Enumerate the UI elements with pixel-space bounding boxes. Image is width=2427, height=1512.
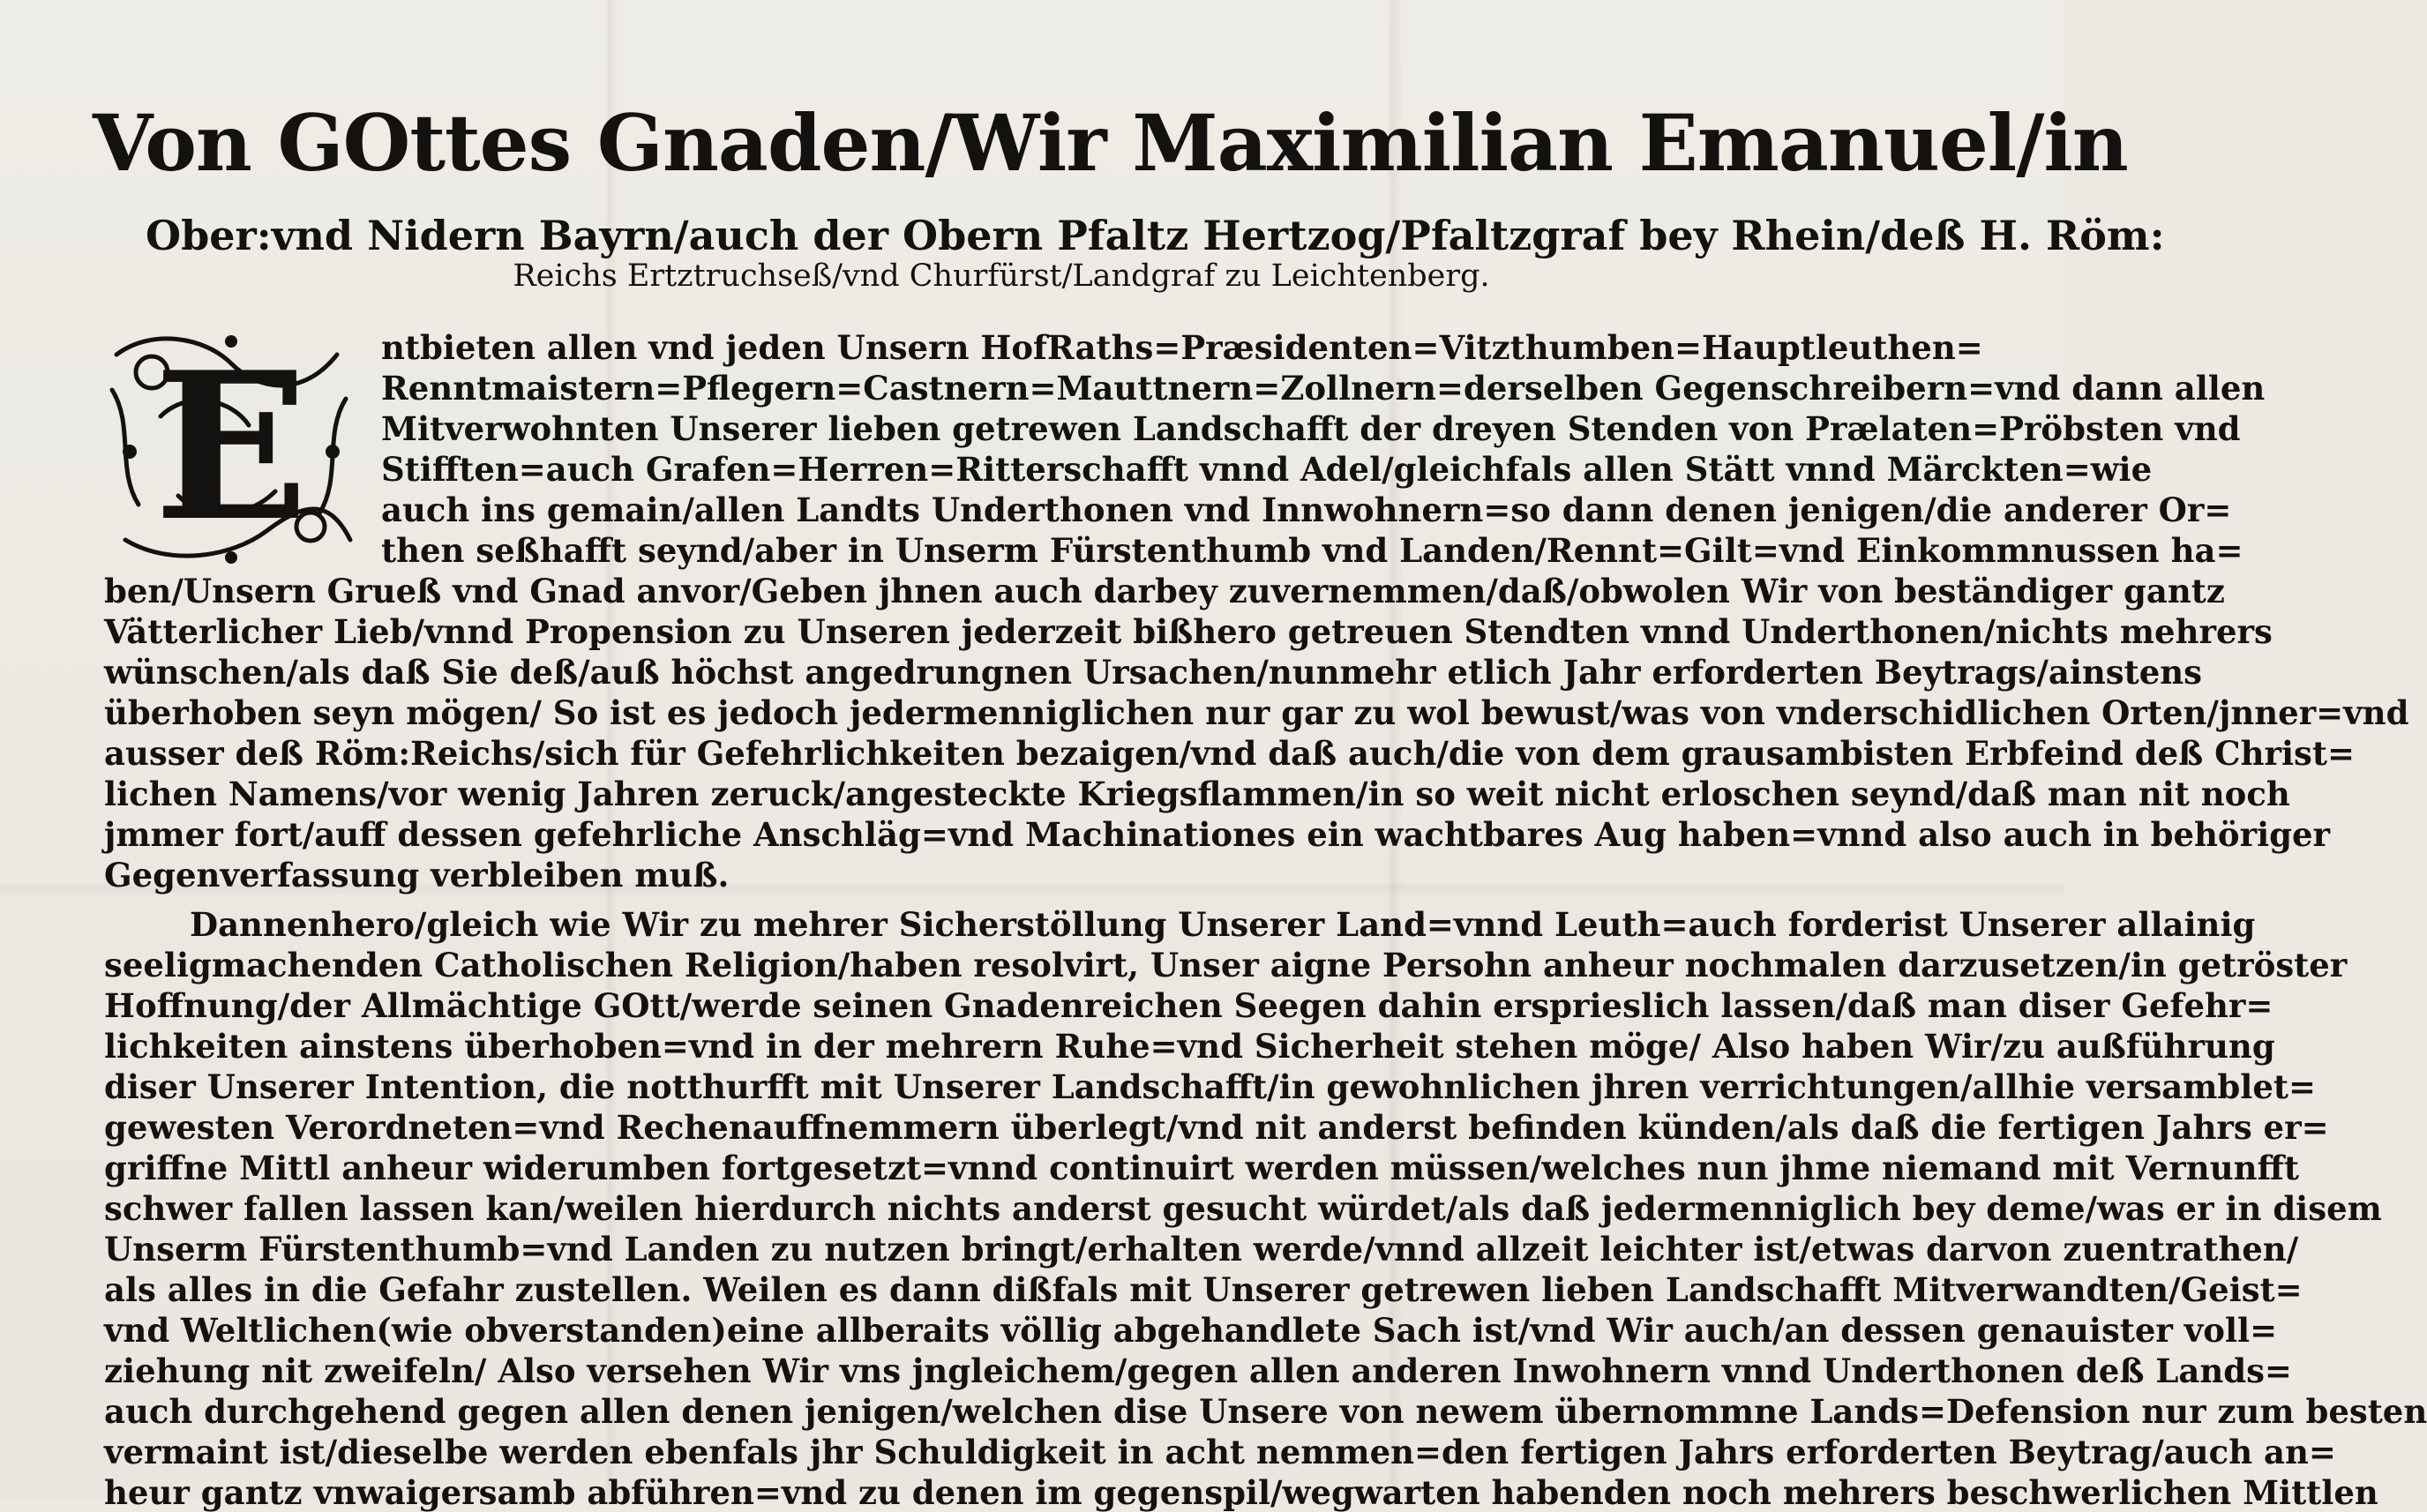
body-line-5: auch ins gemain/allen Landts Underthonen vnd Innwohnern=so dann denen jenigen/die anderer Or= [381,490,2232,529]
body-line-6: then seßhafft seynd/aber in Unserm Fürstenthumb vnd Landen/Rennt=Gilt=vnd Einkommnussen ha= [381,531,2243,570]
body-line-17: Hoffnung/der Allmächtige GOtt/werde seinen Gnadenreichen Seegen dahin ersprieslich lassen/daß man diser Gefehr= [104,986,2273,1025]
body-line-10: überhoben seyn mögen/ So ist es jedoch jedermenniglichen nur gar zu wol bewust/was von vnderschidlichen Orten/jnner=vnd [104,693,2409,732]
body-line-28: vermaint ist/dieselbe werden ebenfals jhr Schuldigkeit in acht nemmen=den fertigen Jahrs erforderten Beytrag/auch an= [104,1433,2336,1471]
body-line-9: wünschen/als daß Sie deß/auß höchst angedrungnen Ursachen/nunmehr etlich Jahr erforderten Beytrags/ainstens [104,653,2202,692]
body-line-11: ausser deß Röm:Reichs/sich für Gefehrlichkeiten bezaigen/vnd daß auch/die von dem grausambisten Erbfeind deß Christ= [104,734,2355,773]
initial-letter-glyph: E [154,328,309,566]
body-line-2: Renntmaistern=Pflegern=Castnern=Mauttnern=Zollnern=derselben Gegenschreibern=vnd dann allen [381,369,2266,408]
body-line-25: vnd Weltlichen(wie obverstanden)eine allberaits völlig abgehandlete Sach ist/vnd Wir auch/an dessen genauister voll= [104,1311,2278,1350]
document-title: Von GOttes Gnaden/Wir Maximilian Emanuel/in [93,97,2128,189]
body-line-12: lichen Namens/vor wenig Jahren zeruck/angesteckte Kriegsflammen/in so weit nicht erloschen seynd/daß man nit noch [104,775,2290,813]
body-line-21: griffne Mittl anheur widerumben fortgesetzt=vnnd continuirt werden müssen/welches nun jhme niemand mit Vernunfft [104,1149,2299,1187]
body-line-26: ziehung nit zweifeln/ Also versehen Wir vns jngleichem/gegen allen anderen Inwohnern vnnd Underthonen deß Lands= [104,1351,2292,1390]
body-line-16: seeligmachenden Catholischen Religion/haben resolvirt, Unser aigne Persohn anheur nochmalen darzusetzen/in getröster [104,946,2348,984]
body-line-14: Gegenverfassung verbleiben muß. [104,856,730,894]
body-line-18: lichkeiten ainstens überhoben=vnd in der mehrern Ruhe=vnd Sicherheit stehen möge/ Also haben Wir/zu außführung [104,1027,2275,1066]
body-line-8: Vätterlicher Lieb/vnnd Propension zu Unseren jederzeit bißhero getreuen Stendten vnnd Underthonen/nichts mehrers [104,612,2273,651]
body-line-24: als alles in die Gefahr zustellen. Weilen es dann dißfals mit Unserer getrewen lieben Landschafft Mitverwandten/Geist= [104,1270,2303,1309]
body-line-4: Stifften=auch Grafen=Herren=Ritterschafft vnnd Adel/gleichfals allen Stätt vnnd Märckten=wie [381,450,2153,489]
body-line-13: jmmer fort/auff dessen gefehrliche Anschläg=vnd Machinationes ein wachtbares Aug haben=vnnd also auch in behöriger [104,815,2331,854]
body-line-1: ntbieten allen vnd jeden Unsern HofRaths=Præsidenten=Vitzthumben=Hauptleuthen= [381,328,1983,367]
decorated-initial-letter [99,319,363,575]
document-subtitle-line-2: Reichs Ertztruchseß/vnd Churfürst/Landgraf zu Leichtenberg. [513,258,1490,294]
body-line-7: ben/Unsern Grueß vnd Gnad anvor/Geben jhnen auch darbey zuvernemmen/daß/obwolen Wir von beständiger gantz [104,572,2225,610]
body-line-19: diser Unserer Intention, die notthurfft mit Unserer Landschafft/in gewohnlichen jhren verrichtungen/allhie versamblet= [104,1067,2316,1106]
body-line-15: Dannenhero/gleich wie Wir zu mehrer Sicherstöllung Unserer Land=vnnd Leuth=auch forderist Unserer allainig [190,905,2256,944]
body-line-29: heur gantz vnwaigersamb abführen=vnd zu denen im gegenspil/wegwarten habenden noch mehrers beschwerlichen Mittlen [104,1473,2378,1512]
body-line-20: gewesten Verordneten=vnd Rechenauffnemmern überlegt/vnd nit anderst befinden künden/als daß die fertigen Jahrs er= [104,1108,2329,1147]
body-line-3: Mitverwohnten Unserer lieben getrewen Landschafft der dreyen Stenden von Prælaten=Pröbsten vnd [381,409,2241,448]
body-line-22: schwer fallen lassen kan/weilen hierdurch nichts anderst gesucht würdet/als daß jedermenniglich bey deme/was er in disem [104,1189,2382,1228]
body-line-23: Unserm Fürstenthumb=vnd Landen zu nutzen bringt/erhalten werde/vnnd allzeit leichter ist/etwas darvon zuentrathen/ [104,1230,2299,1269]
body-line-27: auch durchgehend gegen allen denen jenigen/welchen dise Unsere von newem übernommne Lands=Defension nur zum besten [104,1392,2427,1431]
document-subtitle-line-1: Ober:vnd Nidern Bayrn/auch der Obern Pfaltz Hertzog/Pfaltzgraf bey Rhein/deß H. Röm: [146,212,2165,259]
